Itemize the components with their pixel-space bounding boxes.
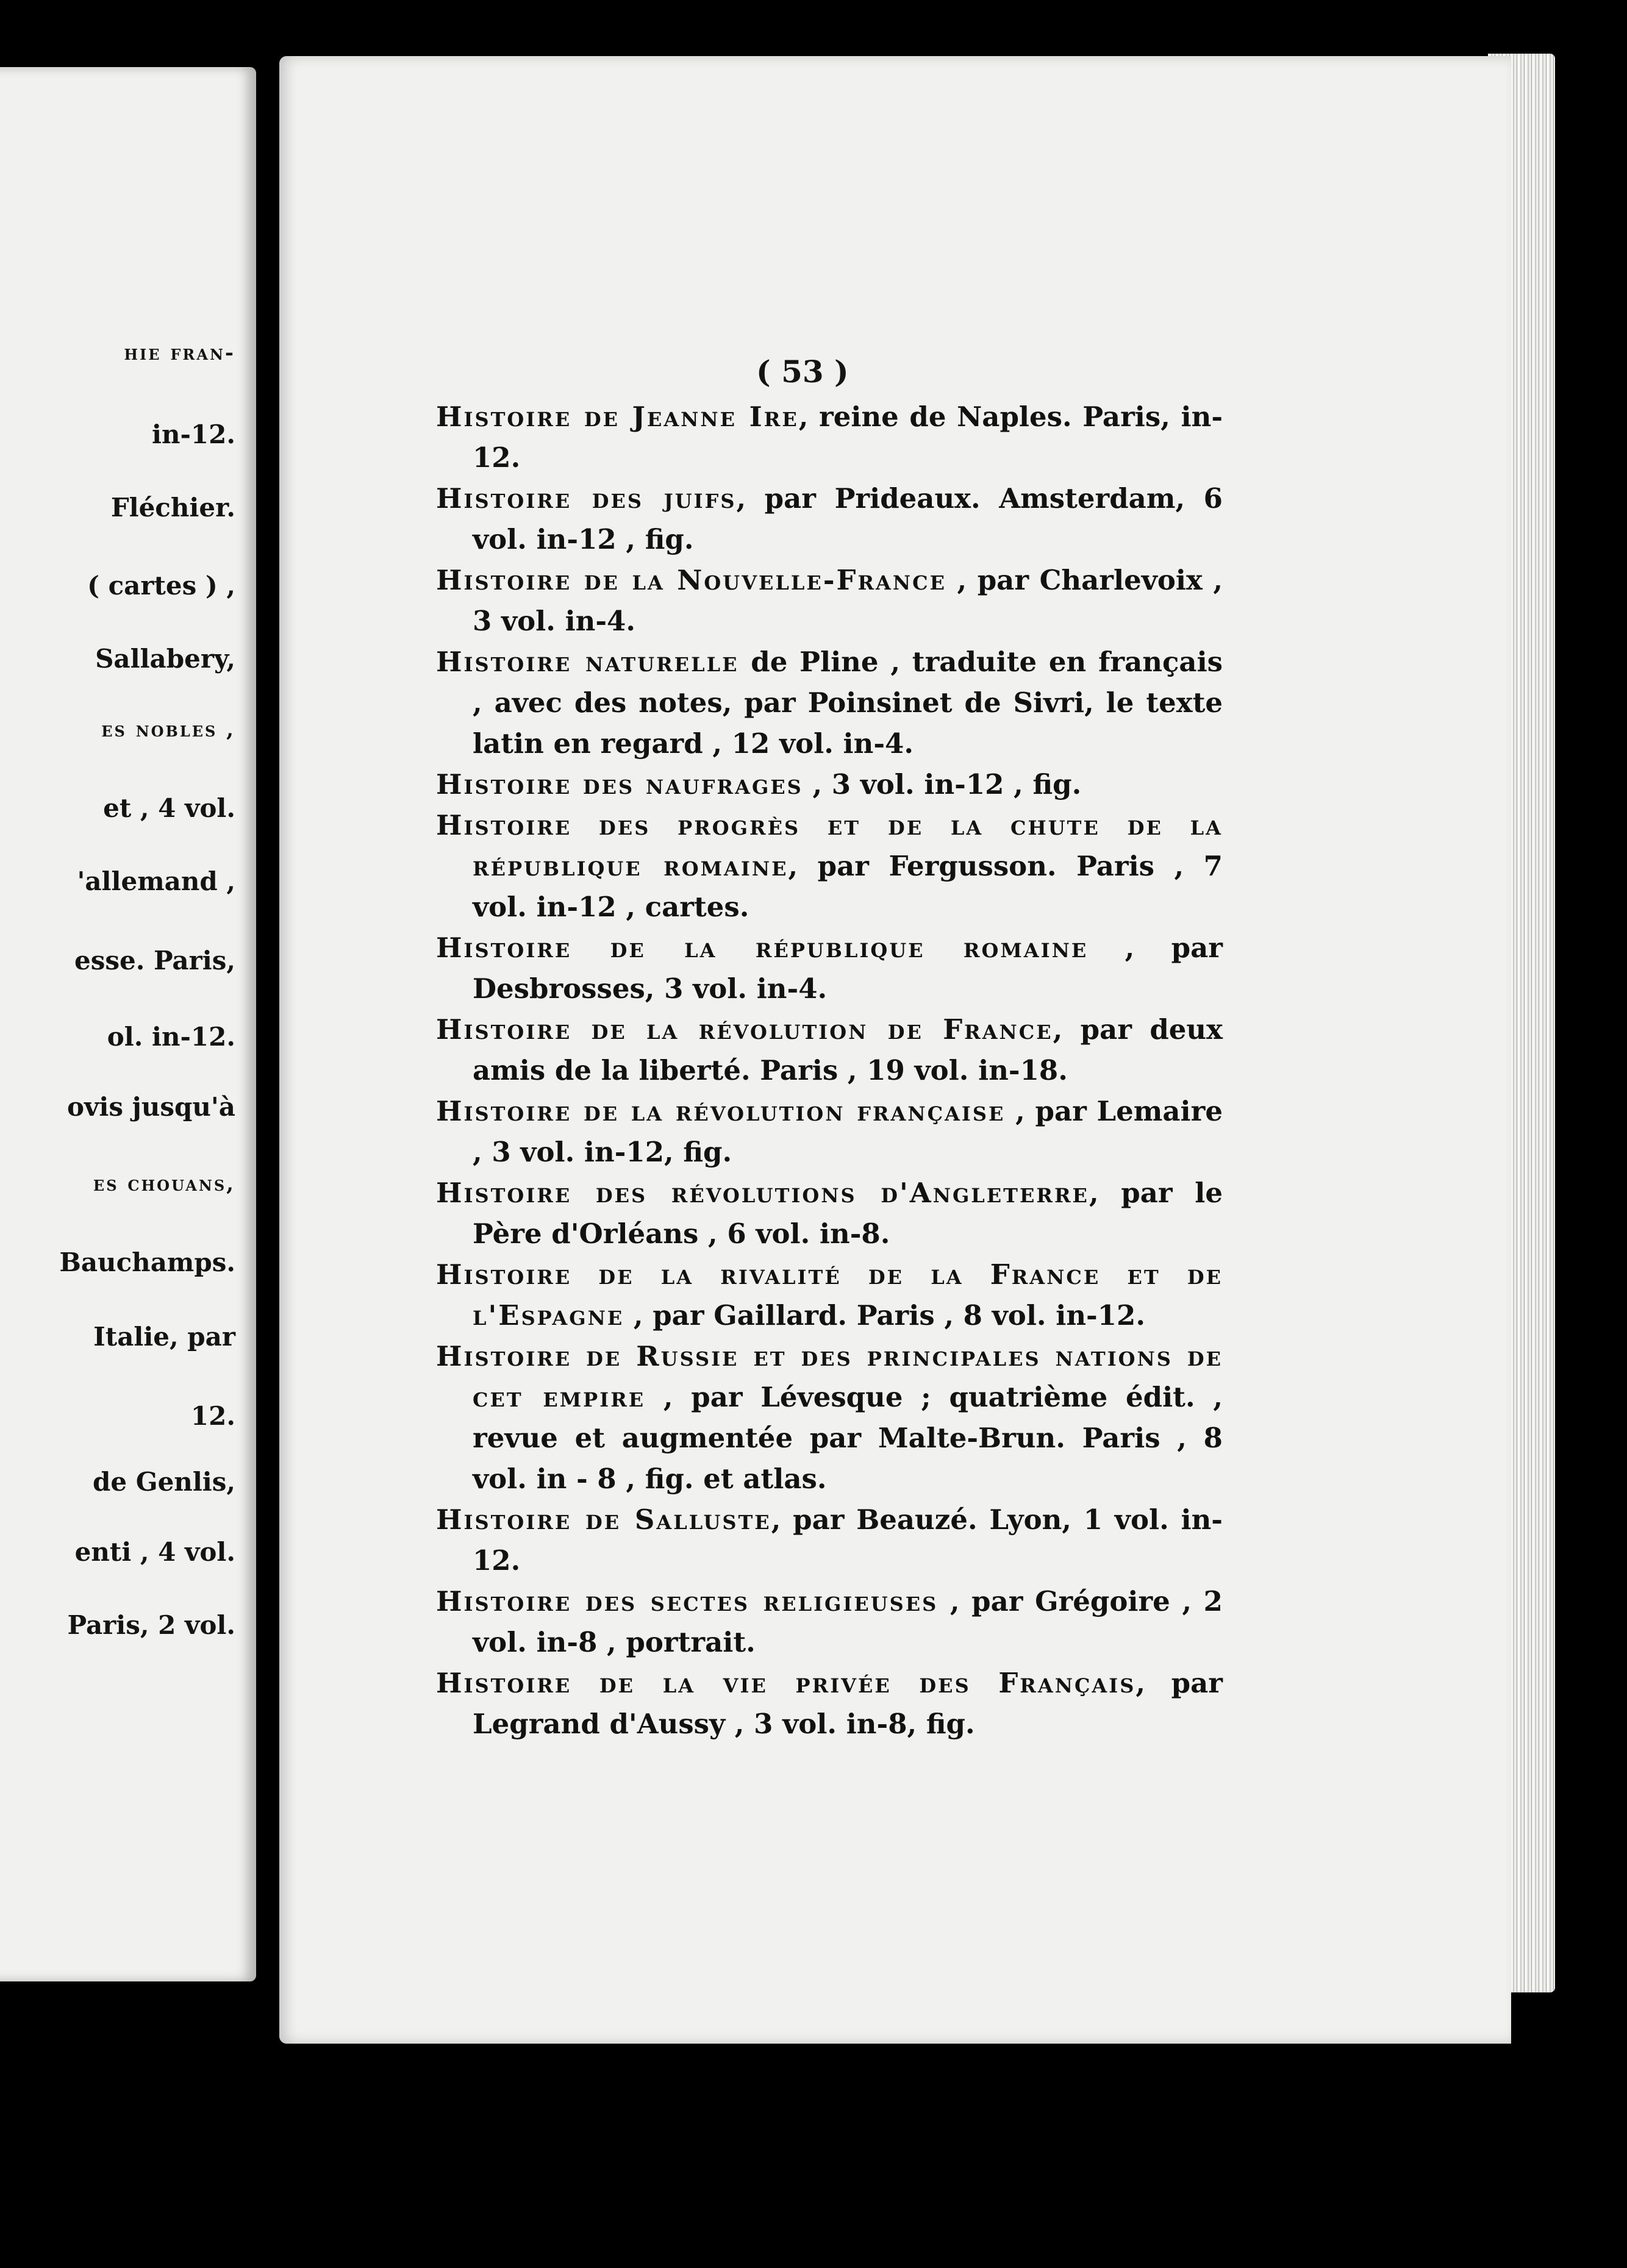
left-page-line: ol. in-12. bbox=[107, 1022, 235, 1052]
left-page-line: Sallabery, bbox=[95, 644, 235, 674]
entry-title: Histoire des révolutions d'Angleterre bbox=[436, 1177, 1089, 1209]
bibliography-entry bbox=[436, 1091, 1223, 1172]
left-page-line: es nobles , bbox=[101, 718, 235, 742]
left-page-line: de Genlis, bbox=[92, 1467, 235, 1497]
entry-title: Histoire des progrès et de la chute de la république romaine bbox=[436, 809, 1223, 882]
entry-details: , par Prideaux. Amsterdam, 6 vol. in-12 , fig. bbox=[473, 482, 1223, 555]
entry-details: , par Beauzé. Lyon, 1 vol. in-12. bbox=[473, 1503, 1223, 1577]
left-page-line: Fléchier. bbox=[110, 493, 235, 522]
entry-details: , par Legrand d'Aussy , 3 vol. in-8, fig. bbox=[473, 1667, 1223, 1740]
entry-title: Histoire de Russie et des principales nations de cet empire bbox=[436, 1340, 1223, 1413]
left-page-line: 'allemand , bbox=[77, 866, 235, 896]
entry-details: , 3 vol. in-12 , fig. bbox=[803, 768, 1082, 801]
entry-details: de Pline , traduite en français , avec des notes, par Poinsinet de Sivri, le texte latin en regard , 12 vol. in-4. bbox=[473, 646, 1223, 760]
entry-details: , par Grégoire , 2 vol. in-8 , portrait. bbox=[473, 1585, 1223, 1658]
entry-title: Histoire de la révolution de France bbox=[436, 1013, 1053, 1046]
entry-title: Histoire de la rivalité de la France et de l'Espagne bbox=[436, 1258, 1223, 1332]
entry-details: , par Desbrosses, 3 vol. in-4. bbox=[473, 932, 1223, 1005]
left-page-line: Paris, 2 vol. bbox=[67, 1610, 235, 1640]
entry-title: Histoire de la Nouvelle-France bbox=[436, 564, 946, 596]
entry-details: , par Charlevoix , 3 vol. in-4. bbox=[473, 564, 1223, 637]
entry-details: , par Gaillard. Paris , 8 vol. in-12. bbox=[624, 1299, 1146, 1332]
entry-title: Histoire des sectes religieuses bbox=[436, 1585, 939, 1617]
entry-details: , reine de Naples. Paris, in-12. bbox=[473, 401, 1223, 474]
left-page-line: in-12. bbox=[152, 419, 235, 449]
bibliography-entry bbox=[436, 1663, 1223, 1744]
bibliography-entry bbox=[436, 927, 1223, 1009]
bibliography-entry bbox=[436, 1336, 1223, 1499]
entry-title: Histoire de la vie privée des Français bbox=[436, 1667, 1136, 1699]
left-page-line: Bauchamps. bbox=[59, 1247, 235, 1277]
left-page bbox=[0, 67, 256, 1981]
bibliography-entry bbox=[436, 764, 1223, 805]
entry-details: , par Fergusson. Paris , 7 vol. in-12 , cartes. bbox=[473, 850, 1223, 923]
left-page-line: es chouans, bbox=[93, 1172, 235, 1196]
entry-title: Histoire naturelle bbox=[436, 646, 739, 678]
left-page-line: 12. bbox=[190, 1401, 235, 1431]
bibliography-entry bbox=[436, 560, 1223, 641]
left-page-line: hie fran- bbox=[124, 341, 235, 365]
bibliography-entry bbox=[436, 1009, 1223, 1091]
page-number: ( 53 ) bbox=[756, 354, 849, 390]
entry-title: Histoire des naufrages bbox=[436, 768, 803, 801]
bibliography-entry bbox=[436, 641, 1223, 764]
entry-title: Histoire de la république romaine bbox=[436, 932, 1089, 964]
bibliography-entry bbox=[436, 1581, 1223, 1663]
entry-title: Histoire de Jeanne Ire bbox=[436, 401, 799, 433]
bibliography-entry bbox=[436, 1499, 1223, 1581]
left-page-line: et , 4 vol. bbox=[103, 793, 235, 823]
entry-title: Histoire de Salluste bbox=[436, 1503, 771, 1536]
left-page-line: ( cartes ) , bbox=[87, 571, 235, 601]
entry-title: Histoire de la révolution française bbox=[436, 1095, 1006, 1127]
bibliography-entry bbox=[436, 1254, 1223, 1336]
bibliography-entry bbox=[436, 1172, 1223, 1254]
entry-details: , par deux amis de la liberté. Paris , 19 vol. in-18. bbox=[473, 1013, 1223, 1086]
left-page-line: esse. Paris, bbox=[74, 946, 235, 975]
left-page-line: enti , 4 vol. bbox=[74, 1537, 235, 1567]
left-page-line: Italie, par bbox=[93, 1322, 235, 1352]
entry-details: , par Lévesque ; quatrième édit. , revue et augmentée par Malte-Brun. Paris , 8 vol. in - 8 , fig. et atlas. bbox=[473, 1381, 1223, 1495]
entry-title: Histoire des juifs bbox=[436, 482, 737, 515]
bibliography-entry bbox=[436, 396, 1223, 478]
left-page-line: ovis jusqu'à bbox=[67, 1092, 235, 1122]
bibliography-entry bbox=[436, 478, 1223, 560]
entry-details: , par le Père d'Orléans , 6 vol. in-8. bbox=[473, 1177, 1223, 1250]
bibliography-list bbox=[436, 396, 1223, 1744]
bibliography-entry bbox=[436, 805, 1223, 927]
entry-details: , par Lemaire , 3 vol. in-12, fig. bbox=[473, 1095, 1223, 1168]
